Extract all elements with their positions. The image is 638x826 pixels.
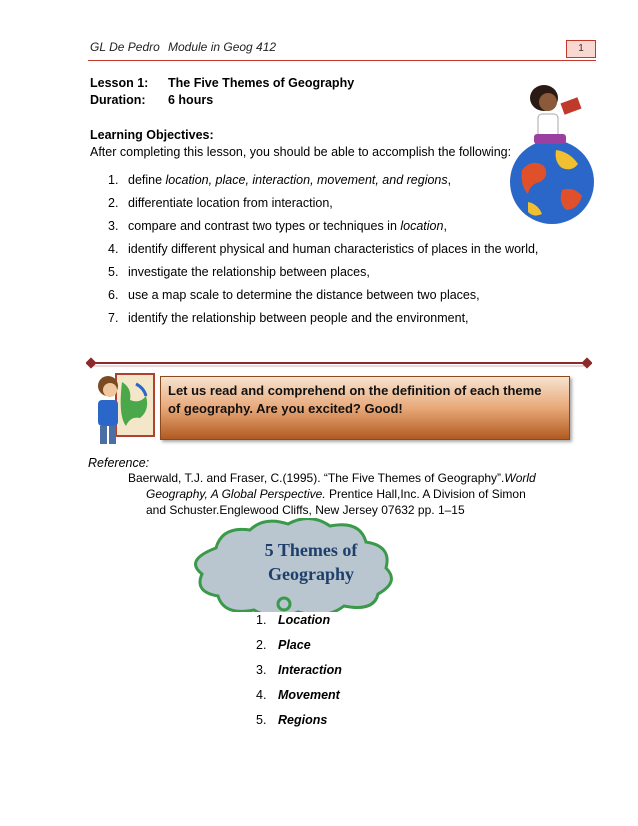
objective-number: 3.	[108, 219, 119, 233]
header-author: GL De Pedro	[90, 40, 160, 54]
reference-book-title-a: World	[504, 471, 536, 485]
duration-label: Duration:	[90, 93, 146, 107]
theme-item	[256, 687, 342, 712]
page-number: 1	[566, 40, 596, 58]
theme-number: 2.	[256, 638, 267, 652]
objective-text: use a map scale to determine the distance between two places,	[128, 288, 480, 302]
objective-item	[108, 241, 578, 257]
theme-name: Interaction	[278, 663, 342, 677]
objective-number: 6.	[108, 288, 119, 302]
theme-number: 1.	[256, 613, 267, 627]
reference-book-title-b: Geography, A Global Perspective.	[146, 487, 326, 501]
theme-name: Regions	[278, 713, 328, 727]
objective-text: compare and contrast two types or techniques in	[128, 219, 401, 233]
boy-with-map-icon	[86, 368, 158, 448]
callout-text	[168, 382, 560, 418]
objective-number: 5.	[108, 265, 119, 279]
themes-list	[256, 612, 342, 737]
objective-text: identify the relationship between people and the environment,	[128, 311, 469, 325]
theme-number: 3.	[256, 663, 267, 677]
reference-authors: Baerwald, T.J. and Fraser, C.(1995). “The Five Themes of Geography”.	[128, 471, 505, 485]
theme-item	[256, 662, 342, 687]
objective-item	[108, 287, 578, 303]
reference-publisher-b: and Schuster.Englewood Cliffs, New Jersey 07632 pp. 1–15	[146, 503, 465, 517]
objective-item	[108, 264, 578, 280]
header-module: Module in Geog 412	[168, 40, 277, 54]
objective-text: investigate the relationship between places,	[128, 265, 370, 279]
objective-text: define	[128, 173, 166, 187]
objectives-intro: After completing this lesson, you should be able to accomplish the following:	[90, 145, 512, 159]
callout-line-1: Let us read and comprehend on the definition of each theme	[168, 383, 542, 398]
theme-number: 4.	[256, 688, 267, 702]
objective-emphasis: location	[400, 219, 444, 233]
cloud-title-line-2: Geography	[267, 564, 354, 584]
theme-item	[256, 637, 342, 662]
objective-item	[108, 310, 578, 326]
objective-suffix: ,	[447, 173, 452, 187]
duration-value: 6 hours	[168, 93, 214, 107]
lesson-label: Lesson 1:	[90, 76, 149, 90]
callout-line-2: of geography. Are you excited? Good!	[168, 401, 403, 416]
theme-name: Place	[278, 638, 311, 652]
theme-item	[256, 612, 342, 637]
objective-number: 1.	[108, 173, 119, 187]
objective-text: differentiate location from interaction,	[128, 196, 333, 210]
cloud-title	[236, 538, 386, 586]
lesson-title: The Five Themes of Geography	[168, 76, 355, 90]
objective-emphasis: location, place, interaction, movement, and regions	[165, 173, 448, 187]
objective-suffix: ,	[443, 219, 447, 233]
theme-number: 5.	[256, 713, 267, 727]
theme-item	[256, 712, 342, 737]
girl-reading-on-globe-icon	[504, 78, 596, 230]
header-rule	[88, 60, 596, 61]
objective-number: 4.	[108, 242, 119, 256]
objective-number: 2.	[108, 196, 119, 210]
objective-text: identify different physical and human characteristics of places in the world,	[128, 242, 539, 256]
objectives-heading: Learning Objectives:	[90, 128, 214, 142]
reference-publisher-a: Prentice Hall,Inc. A Division of Simon	[325, 487, 526, 501]
theme-name: Location	[278, 613, 331, 627]
section-divider	[86, 356, 592, 370]
objective-number: 7.	[108, 311, 119, 325]
theme-name: Movement	[278, 688, 340, 702]
reference-citation	[128, 470, 548, 518]
cloud-title-line-1: 5 Themes of	[264, 540, 358, 560]
reference-label: Reference:	[88, 456, 150, 470]
